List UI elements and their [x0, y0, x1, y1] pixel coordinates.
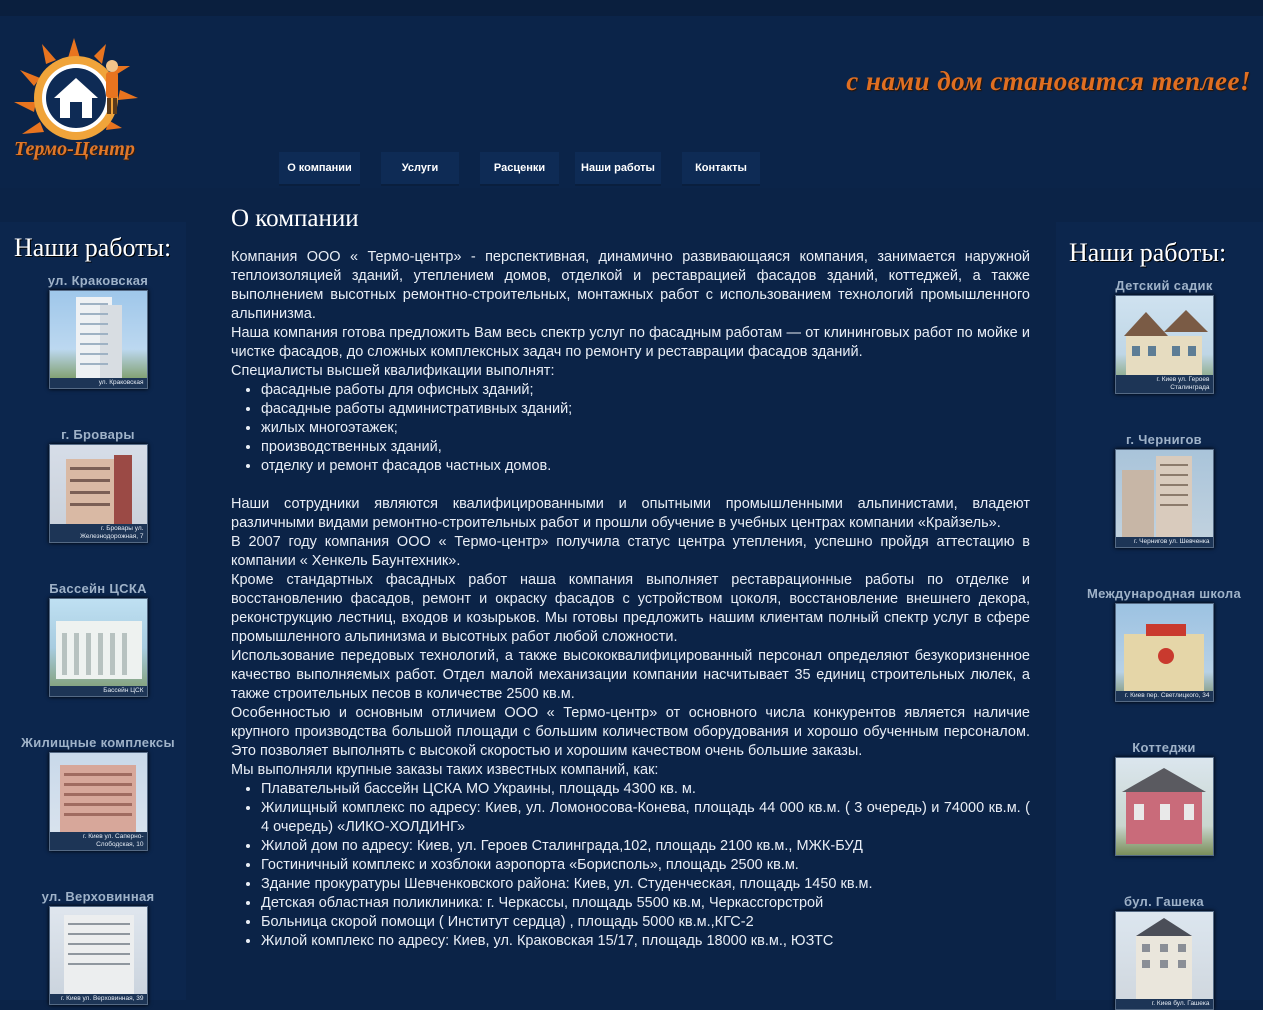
- work-item-chernigov[interactable]: [1064, 432, 1263, 548]
- building-icon: [1116, 912, 1213, 1009]
- work-item-kindergarten[interactable]: [1064, 278, 1263, 394]
- work-caption: бул. Гашека: [1124, 894, 1204, 909]
- building-icon: [1116, 450, 1213, 547]
- work-photo-label: г. Киев пер. Светлицкого, 34: [1116, 691, 1213, 701]
- site-header: [0, 16, 1263, 188]
- work-photo-label: Бассейн ЦСК: [50, 686, 147, 696]
- right-sidebar-title: Наши работы:: [1069, 238, 1227, 267]
- list-item: • Больница скорой помощи ( Институт сердца) , площадь 5000 кв.м.,КГС-2: [261, 913, 1030, 932]
- work-photo[interactable]: [1115, 603, 1214, 702]
- work-caption: ул. Краковская: [47, 273, 149, 288]
- list-item: • жилых многоэтажек;: [261, 419, 1030, 438]
- work-caption: Бассейн ЦСКА: [49, 581, 147, 596]
- list-item: • фасадные работы административных зданий;: [261, 400, 1030, 419]
- building-icon: [50, 907, 147, 1004]
- work-photo[interactable]: [49, 906, 148, 1005]
- work-caption: Коттеджи: [1132, 740, 1196, 755]
- left-sidebar-title: Наши работы:: [14, 233, 172, 262]
- technology-paragraph: Использование передовых технологий, а также высококвалифицированный персонал определяют безукоризненное качество выполняемых работ. Отдел малой механизации компании насчитывает 35 единиц строительных люлек, а также строительных песов в количестве 2500 кв.м.: [231, 648, 1030, 702]
- list-item: • производственных зданий,: [261, 438, 1030, 457]
- work-photo[interactable]: [49, 444, 148, 543]
- clients-paragraph: Мы выполняли крупные заказы таких известных компаний, как:: [231, 762, 659, 778]
- intro-paragraph: Компания ООО « Термо-центр» - перспективная, динамично развивающаяся компания, занимается наружной теплоизоляцией зданий, утеплением домов, отделкой и реставрацией фасадов зданий, коттеджей, а также выполнением высотных ремонтно-строительных, монтажных работ с использованием технологий промышленного альпинизма.: [231, 249, 1030, 322]
- restoration-paragraph: Кроме стандартных фасадных работ наша компания выполняет реставрационные работы по отделке и восстановлению фасадов, ремонт и окраску фасадов с устройством цоколя, восстановление внешнего декора, реконструкцию лестниц, входов и козырьков. Мы готовы предложить нашим клиентам полный спектр услуг в сфере промышленного альпинизма и высотных работ любой сложности.: [231, 572, 1030, 645]
- slogan: с нами дом становится теплее!: [846, 66, 1251, 96]
- work-item-krakovskaya[interactable]: [0, 273, 196, 389]
- work-caption: г. Бровары: [61, 427, 135, 442]
- nav-item-about[interactable]: О компании: [279, 152, 360, 186]
- list-item: • Гостиничный комплекс и хозблоки аэропорта «Борисполь», площадь 2500 кв.м.: [261, 856, 1030, 875]
- work-photo[interactable]: [49, 598, 148, 697]
- work-photo-label: г. Киев бул. Гашека: [1116, 999, 1213, 1009]
- work-caption: Международная школа: [1086, 586, 1242, 601]
- nav-item-our-works[interactable]: Наши работы: [575, 152, 661, 186]
- work-photo[interactable]: [49, 290, 148, 389]
- list-item: • Детская областная поликлиника: г. Черкассы, площадь 5500 кв.м, Черкассгорстрой: [261, 894, 1030, 913]
- work-caption: г. Чернигов: [1126, 432, 1202, 447]
- services-list: [231, 381, 1030, 476]
- work-photo-label: г. Чернигов ул. Шевченка: [1116, 537, 1213, 547]
- building-icon: [1116, 604, 1213, 701]
- work-photo[interactable]: [1115, 911, 1214, 1010]
- list-item: • Жилищный комплекс по адресу: Киев, ул. Ломоносова-Конева, площадь 44 000 кв.м. ( 3 очередь) и 74000 кв.м. ( 4 очередь) «ЛИКО-ХОЛДИНГ»: [261, 799, 1030, 837]
- work-photo[interactable]: [1115, 449, 1214, 548]
- work-photo-label: ул. Краковская: [50, 378, 147, 388]
- work-item-cottages[interactable]: [1064, 740, 1263, 856]
- main-content: [231, 205, 1030, 951]
- brand-name: Термо-Центр: [14, 138, 135, 160]
- specialists-paragraph: Специалисты высшей квалификации выполнят:: [231, 363, 555, 379]
- list-item: • Жилой дом по адресу: Киев, ул. Героев Сталинграда,102, площадь 2100 кв.м., МЖК-БУД: [261, 837, 1030, 856]
- spacer: [231, 476, 1030, 495]
- services-paragraph: Наша компания готова предложить Вам весь спектр услуг по фасадным работам — от клининговых работ по мойке и чистке фасадов, до сложных комплексных задач по ремонту и реставрации фасадов зданий.: [231, 325, 1030, 360]
- work-caption: ул. Верховинная: [41, 889, 155, 904]
- work-caption: Детский садик: [1115, 278, 1213, 293]
- top-strip: [0, 0, 1263, 16]
- work-item-residential[interactable]: [0, 735, 196, 851]
- list-item: • Жилой комплекс по адресу: Киев, ул. Краковская 15/17, площадь 18000 кв.м., ЮЗТС: [261, 932, 1030, 951]
- work-item-pool-cska[interactable]: [0, 581, 196, 697]
- work-photo[interactable]: [1115, 757, 1214, 856]
- list-item: • фасадные работы для офисных зданий;: [261, 381, 1030, 400]
- work-photo-label: г. Киев ул. Саперно-Слободская, 10: [50, 832, 147, 850]
- work-photo[interactable]: [49, 752, 148, 851]
- nav-item-prices[interactable]: Расценки: [480, 152, 559, 186]
- clients-list: [231, 780, 1030, 951]
- work-photo-label: г. Бровары ул. Железнодорожная, 7: [50, 524, 147, 542]
- work-item-brovary[interactable]: [0, 427, 196, 543]
- building-icon: [50, 291, 147, 388]
- list-item: • Здание прокуратуры Шевченковского района: Киев, ул. Студенческая, площадь 1450 кв.м.: [261, 875, 1030, 894]
- work-caption: Жилищные комплексы: [21, 735, 175, 750]
- page-title: О компании: [231, 205, 359, 232]
- work-item-international-school[interactable]: [1064, 586, 1263, 702]
- building-icon: [50, 599, 147, 696]
- work-photo-label: г. Киев ул. Верховинная, 39: [50, 994, 147, 1004]
- certification-paragraph: В 2007 году компания ООО « Термо-центр» получила статус центра утепления, успешно пройдя аттестацию в компании « Хенкель Баунтехник».: [231, 534, 1030, 569]
- list-item: • Плавательный бассейн ЦСКА МО Украины, площадь 4300 кв. м.: [261, 780, 1030, 799]
- staff-paragraph: Наши сотрудники являются квалифицированными и опытными промышленными альпинистами, владеют различными видами ремонтно-строительных работ и прошли обучение в учебных центрах компании «Крайзель».: [231, 496, 1030, 531]
- list-item: • отделку и ремонт фасадов частных домов.: [261, 457, 1030, 476]
- nav-item-contacts[interactable]: Контакты: [682, 152, 760, 186]
- work-photo[interactable]: [1115, 295, 1214, 394]
- nav-item-services[interactable]: Услуги: [381, 152, 459, 186]
- advantages-paragraph: Особенностью и основным отличием ООО « Термо-центр» от основного числа конкурентов является наличие крупного производства большой площади с большим количеством оборудования и хорошо обученным персоналом. Это позволяет выполнять с высокой скоростью и хорошим качеством очень большие заказы.: [231, 705, 1030, 759]
- work-item-gasheka[interactable]: [1064, 894, 1263, 1010]
- work-item-verkhovinnaya[interactable]: [0, 889, 196, 1005]
- work-photo-label: г. Киев ул. Героев Сталинграда: [1116, 375, 1213, 393]
- building-icon: [1116, 758, 1213, 855]
